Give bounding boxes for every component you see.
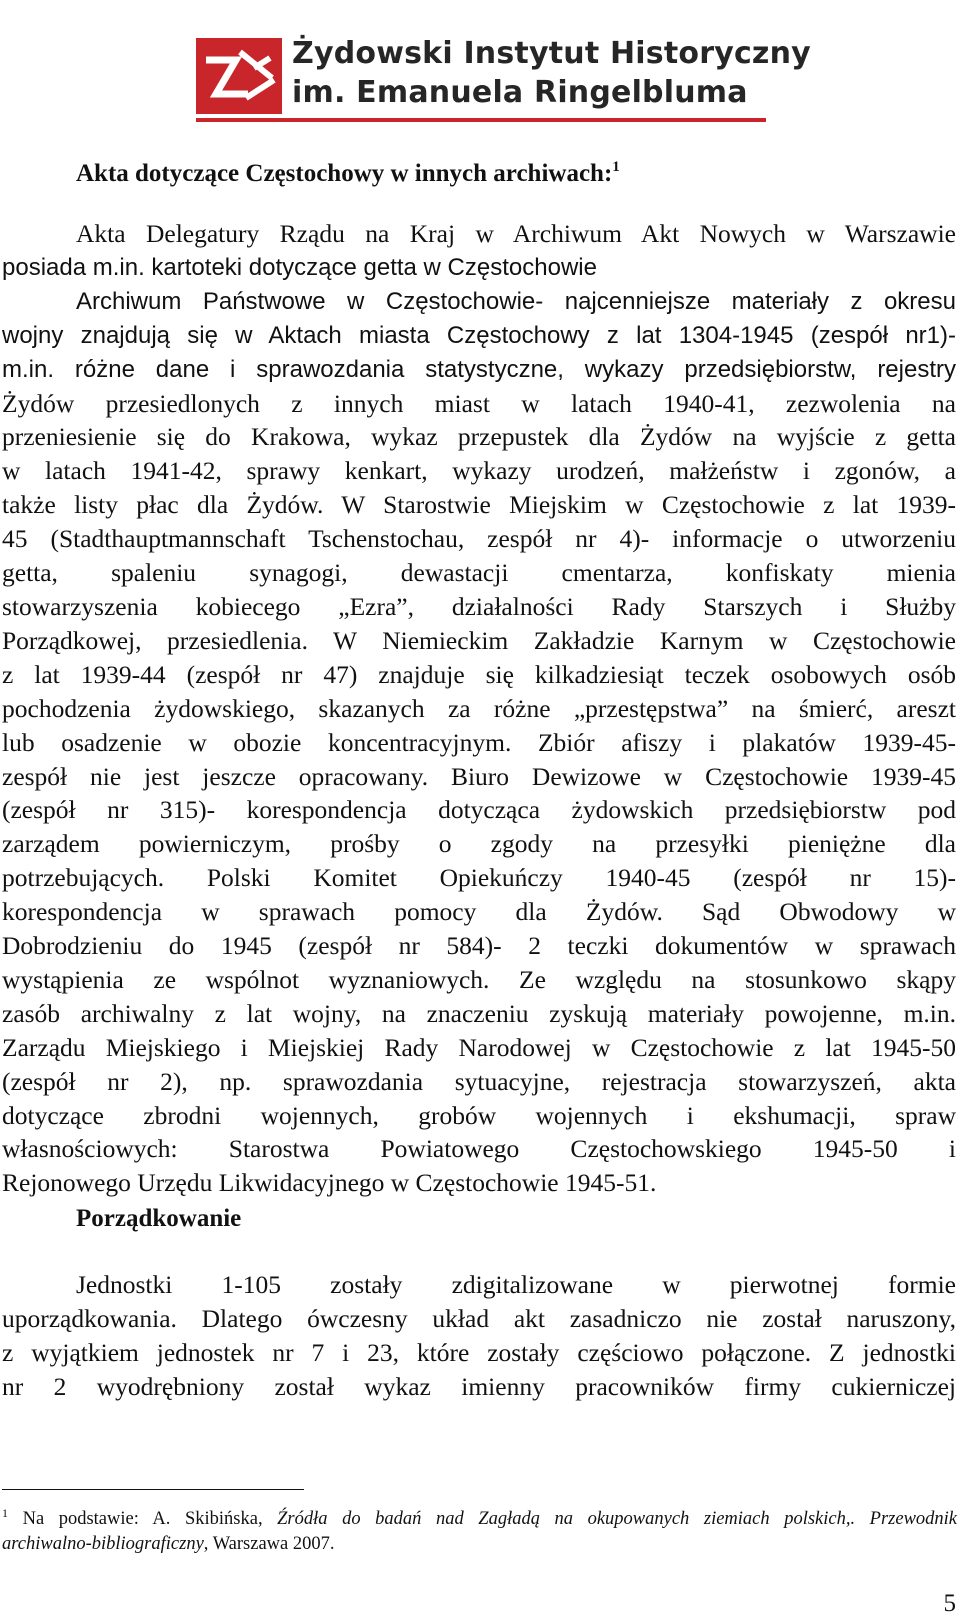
- footnote-prefix: Na podstawie: A. Skibińska,: [22, 1509, 278, 1529]
- paragraph-line: uporządkowania. Dlatego ówczesny układ akt zasadniczo nie został naruszony,: [2, 1303, 956, 1333]
- footnote-title-part-1: Źródła do badań nad Zagładą na okupowanych ziemiach polskich,. Przewodnik: [277, 1509, 958, 1529]
- logo-text: [292, 34, 811, 112]
- paragraph-line: zespół nie jest jeszcze opracowany. Biuro Dewizowe w Częstochowie 1939-45: [2, 761, 956, 791]
- paragraph-line: zasób archiwalny z lat wojny, na znaczeniu zyskują materiały powojenne, m.in.: [2, 998, 956, 1028]
- footnote-suffix: , Warszawa 2007.: [203, 1534, 335, 1554]
- paragraph-line: także listy płac dla Żydów. W Starostwie Miejskim w Częstochowie z lat 1939-: [2, 490, 956, 520]
- paragraph-line: m.in. różne dane i sprawozdania statystyczne, wykazy przedsiębiorstw, rejestry: [2, 355, 956, 383]
- paragraph-line: własnościowych: Starostwa Powiatowego Częstochowskiego 1945-50 i: [2, 1134, 956, 1164]
- footnote-line-2: [2, 1532, 957, 1557]
- zih-logo-icon: [196, 38, 282, 114]
- heading-text: Akta dotyczące Częstochowy w innych archiwach:: [76, 160, 613, 187]
- paragraph-line: wojny znajdują się w Aktach miasta Częstochowy z lat 1304-1945 (zespół nr1)-: [2, 321, 956, 349]
- footnote-separator: [2, 1489, 304, 1490]
- paragraph-line: getta, spaleniu synagogi, dewastacji cmentarza, konfiskaty mienia: [2, 558, 956, 588]
- paragraph-line: Żydów przesiedlonych z innych miast w latach 1940-41, zezwolenia na: [2, 388, 956, 418]
- section-heading-ordering: Porządkowanie: [76, 1205, 242, 1232]
- paragraph-line: (zespół nr 2), np. sprawozdania sytuacyjne, rejestracja stowarzyszeń, akta: [2, 1066, 956, 1096]
- paragraph-line: nr 2 wyodrębniony został wykaz imienny pracowników firmy cukierniczej: [2, 1371, 956, 1401]
- footnote-ref-link[interactable]: 1: [612, 159, 620, 175]
- ordering-paragraph: [2, 1268, 956, 1404]
- paragraph-line: 45 (Stadthauptmannschaft Tschenstochau, zespół nr 4)- informacje o utworzeniu: [2, 524, 956, 554]
- paragraph-line: Rejonowego Urzędu Likwidacyjnego w Częstochowie 1945-51.: [2, 1168, 657, 1198]
- footnote-title-part-2: archiwalno-bibliograficzny: [2, 1534, 204, 1554]
- paragraph-line: (zespół nr 315)- korespondencja dotycząca żydowskich przedsiębiorstw pod: [2, 795, 956, 825]
- paragraph-line: przeniesienie się do Krakowa, wykaz przepustek dla Żydów na wyjście z getta: [2, 422, 956, 452]
- paragraph-line: korespondencja w sprawach pomocy dla Żydów. Sąd Obwodowy w: [2, 897, 956, 927]
- archives-paragraph: [2, 217, 956, 1200]
- paragraph-line: stowarzyszenia kobiecego „Ezra”, działalności Rady Starszych i Służby: [2, 591, 956, 621]
- paragraph-line: Akta Delegatury Rządu na Kraj w Archiwum Akt Nowych w Warszawie: [76, 219, 956, 248]
- footnote-number: 1: [2, 1506, 8, 1520]
- paragraph-line: dotyczące zbrodni wojennych, grobów wojennych i ekshumacji, spraw: [2, 1100, 956, 1130]
- paragraph-line: pochodzenia żydowskiego, skazanych za różne „przestępstwa” na śmierć, areszt: [2, 693, 956, 723]
- paragraph-line: posiada m.in. kartoteki dotyczące getta w Częstochowie: [2, 253, 597, 281]
- logo-underline: [196, 118, 766, 122]
- institute-logo: [196, 34, 811, 122]
- paragraph-line: Porządkowej, przesiedlenia. W Niemieckim Zakładzie Karnym w Częstochowie: [2, 625, 956, 655]
- footnote-line-1: [2, 1501, 957, 1532]
- paragraph-line: Dobrodzieniu do 1945 (zespół nr 584)- 2 teczki dokumentów w sprawach: [2, 931, 956, 961]
- paragraph-line: zarządem powierniczym, prośby o zgody na przesyłki pieniężne dla: [2, 829, 956, 859]
- paragraph-line: w latach 1941-42, sprawy kenkart, wykazy urodzeń, małżeństw i zgonów, a: [2, 456, 956, 486]
- logo-line-1: Żydowski Instytut Historyczny: [292, 36, 811, 71]
- paragraph-line: wystąpienia ze wspólnot wyznaniowych. Ze względu na stosunkowo skąpy: [2, 964, 956, 994]
- paragraph-line: potrzebujących. Polski Komitet Opiekuńczy 1940-45 (zespół nr 15)-: [2, 863, 956, 893]
- paragraph-line: Jednostki 1-105 zostały zdigitalizowane w pierwotnej formie: [76, 1270, 956, 1299]
- paragraph-line: z wyjątkiem jednostek nr 7 i 23, które zostały częściowo połączone. Z jednostki: [2, 1337, 956, 1367]
- paragraph-line: Zarządu Miejskiego i Miejskiej Rady Narodowej w Częstochowie z lat 1945-50: [2, 1032, 956, 1062]
- section-heading-archives: [76, 152, 620, 189]
- logo-line-2: im. Emanuela Ringelbluma: [292, 75, 748, 110]
- paragraph-line: Archiwum Państwowe w Częstochowie- najcenniejsze materiały z okresu: [76, 287, 956, 315]
- page-number: 5: [943, 1590, 956, 1617]
- paragraph-line: z lat 1939-44 (zespół nr 47) znajduje się kilkadziesiąt teczek osobowych osób: [2, 659, 956, 689]
- footnote: [2, 1501, 957, 1557]
- paragraph-line: lub osadzenie w obozie koncentracyjnym. Zbiór afiszy i plakatów 1939-45-: [2, 727, 956, 757]
